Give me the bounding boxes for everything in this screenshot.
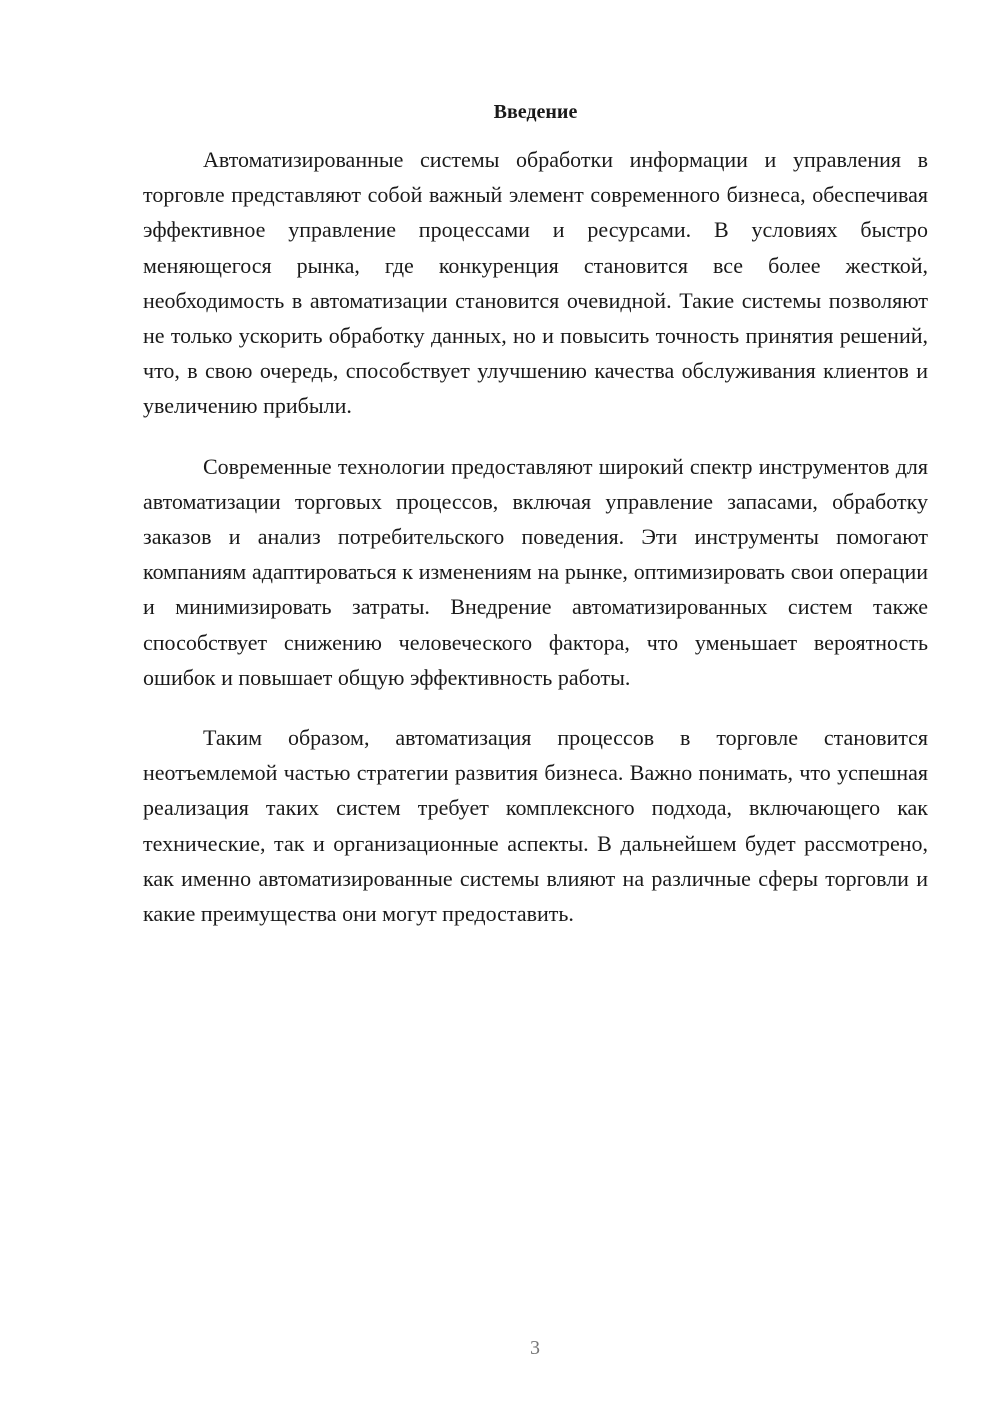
section-heading: Введение (493, 101, 578, 123)
page-number: 3 (530, 1337, 540, 1359)
paragraph-1: Автоматизированные системы обработки информации и управления в торговле представляют собой важный элемент современного бизнеса, обеспечивая эффективное управление процессами и ресурсами. В условиях быстро меняющегося рынка, где конкуренция становится все более жесткой, необходимость в автоматизации становится очевидной. Такие системы позволяют не только ускорить обработку данных, но и повысить точность принятия решений, что, в свою очередь, способствует улучшению качества обслуживания клиентов и увеличению прибыли. (143, 147, 928, 419)
paragraph-2: Современные технологии предоставляют широкий спектр инструментов для автоматизации торговых процессов, включая управление запасами, обработку заказов и анализ потребительского поведения. Эти инструменты помогают компаниям адаптироваться к изменениям на рынке, оптимизировать свои операции и минимизировать затраты. Внедрение автоматизированных систем также способствует снижению человеческого фактора, что уменьшает вероятность ошибок и повышает общую эффективность работы. (143, 453, 928, 690)
paragraph-3: Таким образом, автоматизация процессов в торговле становится неотъемлемой частью стратегии развития бизнеса. Важно понимать, что успешная реализация таких систем требует комплексного подхода, включающего как технические, так и организационные аспекты. В дальнейшем будет рассмотрено, как именно автоматизированные системы влияют на различные сферы торговли и какие преимущества они могут предоставить. (143, 725, 928, 927)
body-text (143, 142, 928, 956)
